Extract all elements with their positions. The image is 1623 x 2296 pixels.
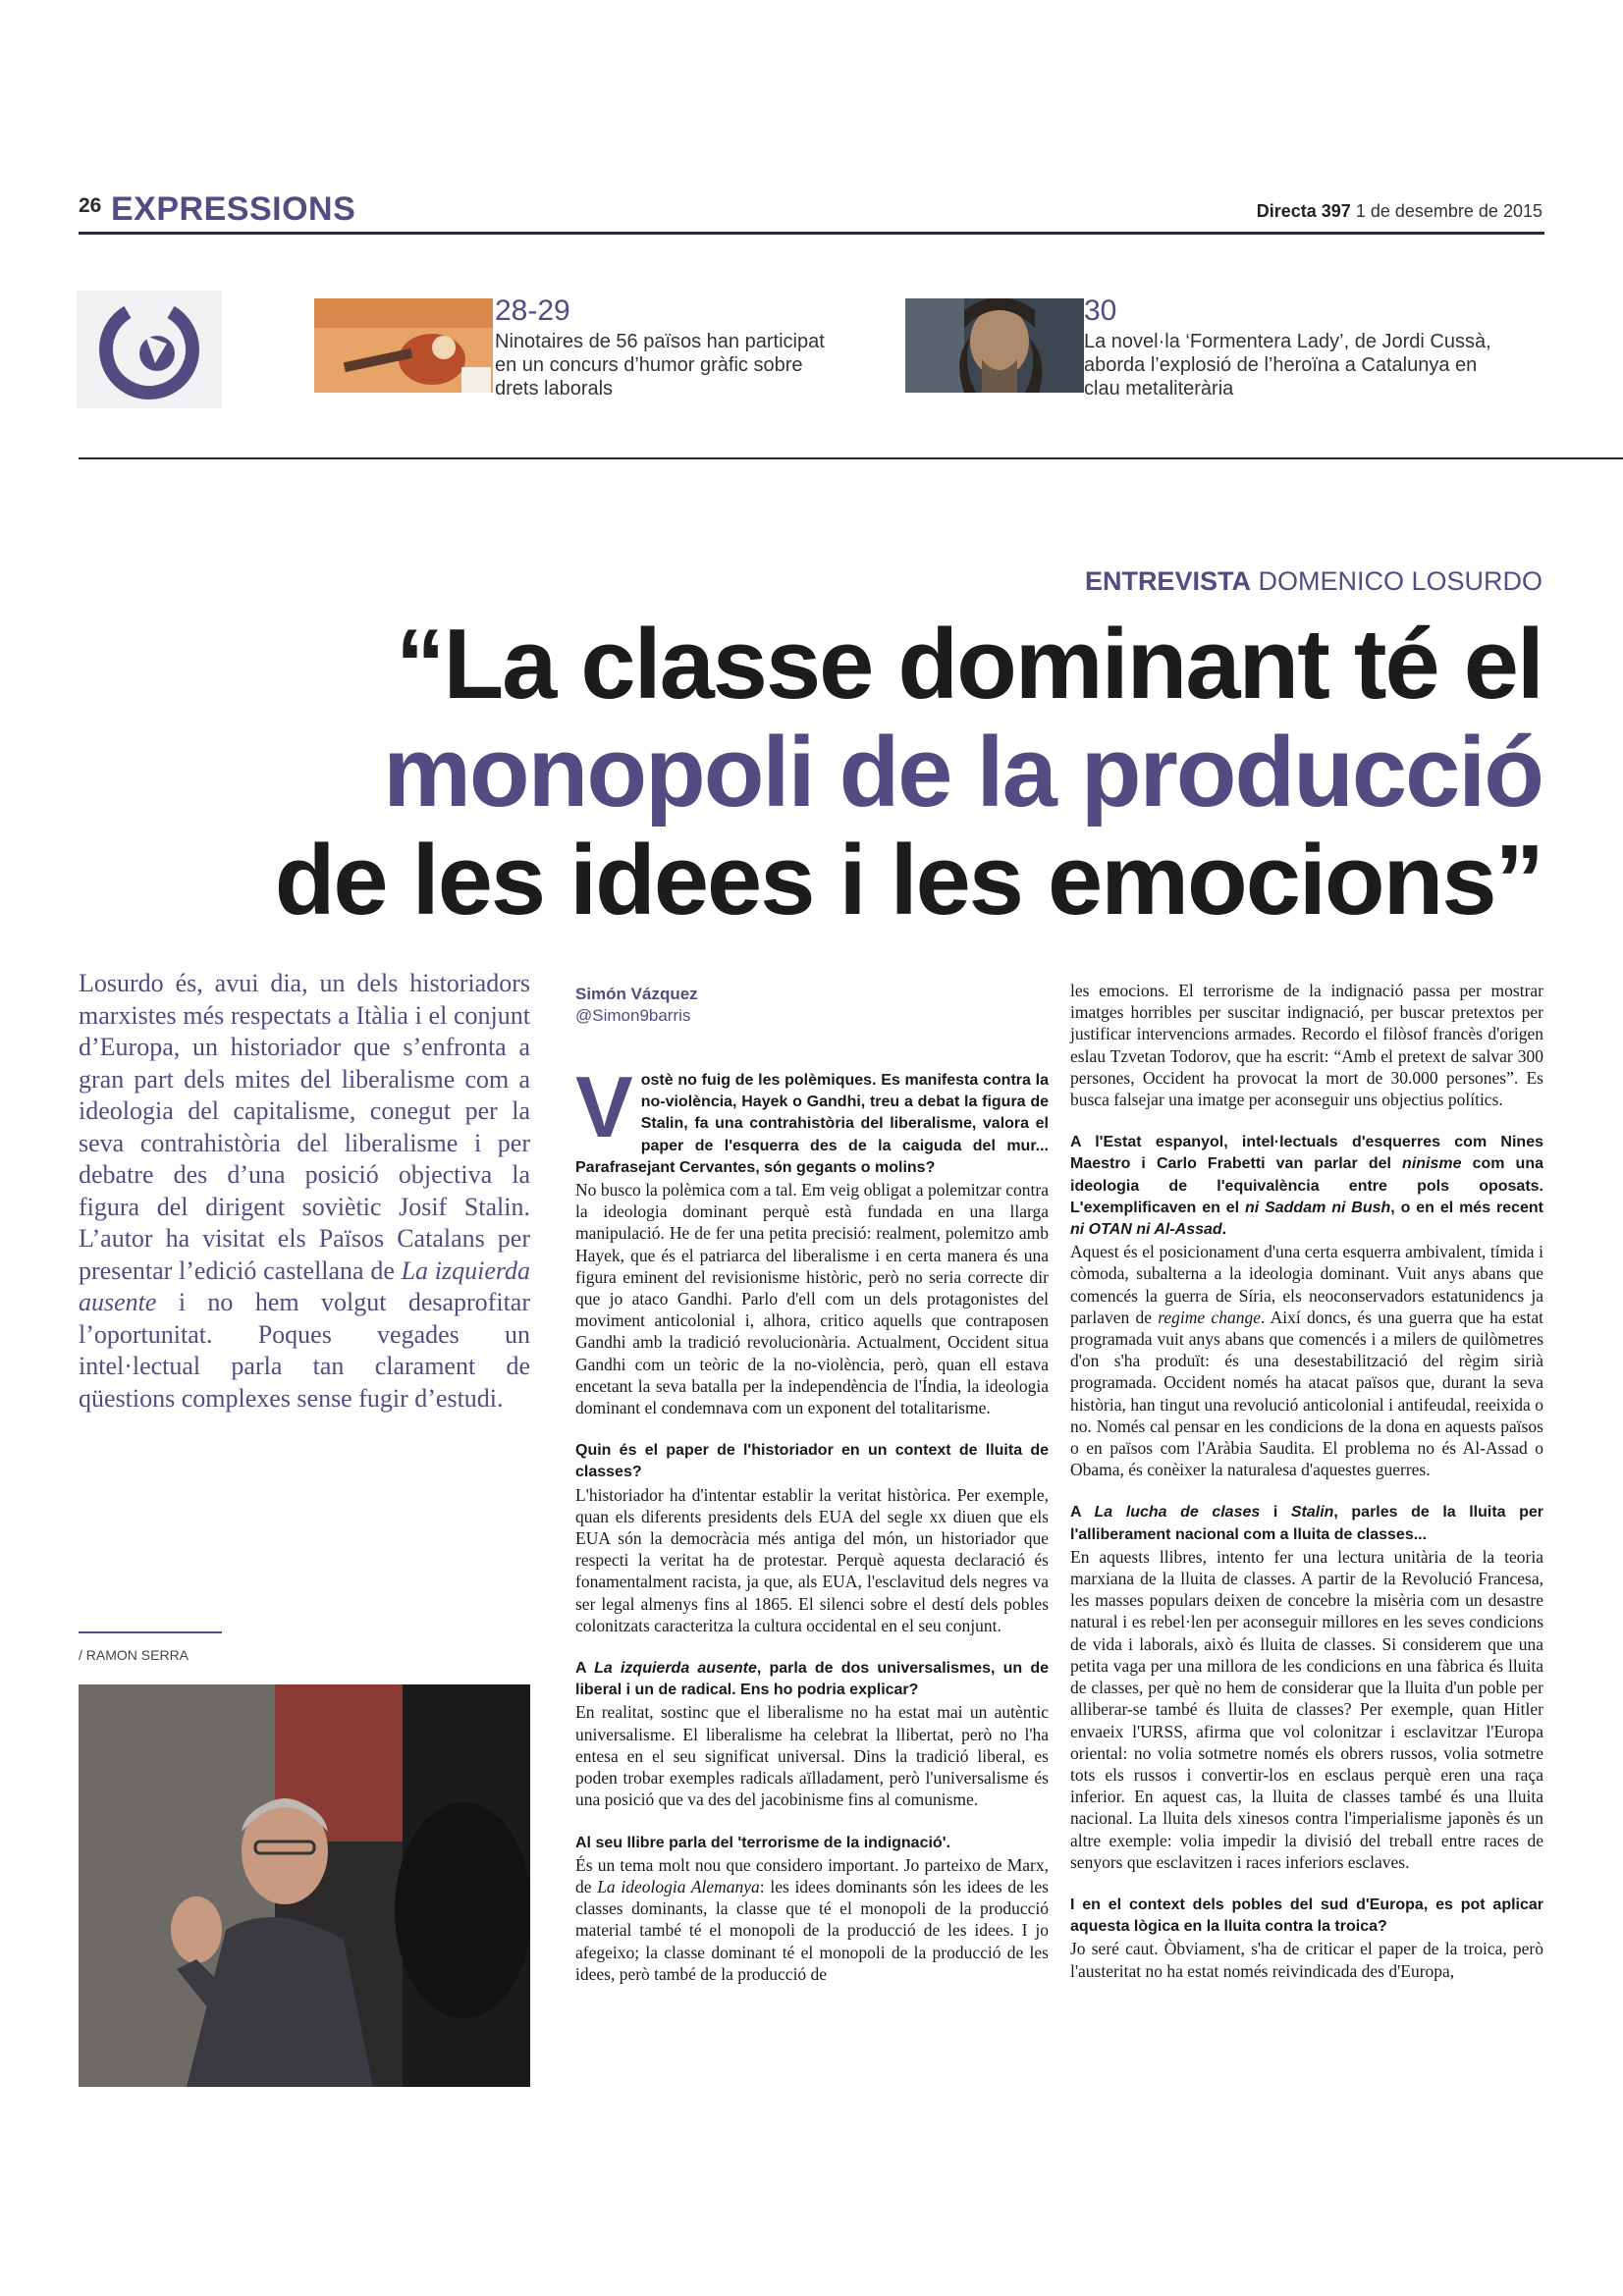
question-5-term-3: ni OTAN ni Al-Assad [1070,1221,1222,1239]
author-thumbnail[interactable] [905,298,1084,393]
article-column-1 [575,1058,1050,1985]
question-2: Quin és el paper de l'historiador en un context de lluita de classes? [575,1442,1049,1481]
answer-5-text-a: Aquest és el posicionament d'una certa esquerra ambivalent, tímida i còmoda, subalterna a la ideologia dominant. Vuit anys abans que comencés la guerra de Síria, els neoconservadors estatunidencs ja parlaven de [1070,1242,1543,1327]
standfirst [79,968,530,1415]
answer-1: No busco la polèmica com a tal. Em veig obligat a polemitzar contra la ideologia dominant perquè està fundada en una llarga manipulació. He de fer una petita precisió: realment, polemitzo amb Hayek, que és el patriarca del liberalisme i en certa manera és una figura eminent del revisionisme històric, però no seria correcte dir que jo ataco Gandhi. Parlo d'ell com un dels protagonistes del moviment anticolonial i, alhora, critico aquells que contraposen Gandhi amb la tradició revolucionària. Actualment, Occident situa Gandhi com un teòric de la no-violència, però, quan ell estava encetant la seva batalla per la independència de l'Índia, la ideologia dominant el condemnava com un exponent del totalitarisme. [575,1180,1049,1418]
question-5 [1070,1132,1543,1241]
photo-credit: / RAMON SERRA [79,1647,189,1663]
author-twitter-handle[interactable]: @Simon9barris [575,1006,691,1025]
teaser-1-text[interactable]: Ninotaires de 56 països han participat en un concurs d’humor gràfic sobre drets laborals [495,331,825,400]
teaser-2-text[interactable]: La novel·la ‘Formentera Lady’, de Jordi Cussà, aborda l’explosió de l’heroïna a Catalunya en clau metaliterària [1084,331,1491,400]
photo-credit-rule [79,1631,222,1633]
answer-7: Jo seré caut. Òbviament, s'ha de criticar el paper de la troica, però l'austeritat no ha estat només reivindicada des d'Europa, [1070,1939,1543,1981]
page-number: 26 [79,194,102,217]
standfirst-book-title: La izquierda ausente [79,1255,531,1316]
answer-5-text-b: . Així doncs, és una guerra que ha estat programada vuit anys abans que comencés i a milers de quilòmetres d'on s'ha produït: és una desestabilització del règim sirià programada. Occident només ha atacat països que, durant la seva història, han tingut una revolució anticolonial i antifeudal, reeixida o no. Només cal pensar en les condicions de la dona en aquests països o en països com l'Aràbia Saudita. El problema no és Al-Assad o Obama, és conèixer la naturalesa d'aquestes guerres. [1070,1307,1544,1480]
cartoon-thumbnail[interactable] [314,298,493,393]
question-4: Al seu llibre parla del 'terrorisme de la indignació'. [575,1834,950,1851]
drop-cap: V [575,1058,633,1155]
answer-4-text-a: És un tema molt nou que considero important. Jo parteixo de Marx, de [575,1854,1049,1896]
question-7: I en el context dels pobles del sud d'Europa, es pot aplicar aquesta lògica en la lluita contra la troica? [1070,1896,1543,1936]
kicker-name: DOMENICO LOSURDO [1258,566,1542,596]
author-portrait-image [905,298,1084,393]
directa-logo-icon [77,291,222,408]
answer-2: L'historiador ha d'intentar establir la veritat històrica. Per exemple, quan els diferents presidents dels EUA del segle xx diuen que els EUA són la democràcia més antiga del món, un historiador que respecti la veritat ha de protestar. Perquè aquesta declaració és fonamentalment racista, ja que, als EUA, l'esclavitud dels negres va ser legal almenys fins al 1865. El silenci sobre el destí dels pobles colonitzats caracteritza la cultura occidental en el seu conjunt. [575,1484,1049,1635]
teaser-2-pages: 30 [1084,294,1117,327]
question-5-text-a: A l'Estat espanyol, intel·lectuals d'esquerres com Nines Maestro i Carlo Frabetti van parlar del [1070,1134,1543,1173]
question-5-term-1: ninisme [1402,1155,1462,1173]
article-kicker [1085,566,1542,597]
answer-5 [1070,1241,1543,1480]
cartoon-image [314,298,493,393]
answer-4-continued: les emocions. El terrorisme de la indignació passa per mostrar imatges horribles per suscitar indignació, per buscar pretextos per justificar intervencions armades. Recordo el filòsof francès d'origen eslau Tzvetan Todorov, que ha escrit: “Amb el pretext de salvar 300 persones, Occident ha provocat la mort de 30.000 persones”. Es busca falsejar una imatge per aconseguir uns objectius polítics. [1070,981,1543,1110]
question-3-book-title: La izquierda ausente [594,1660,757,1678]
question-5-term-2: ni Saddam ni Bush [1244,1199,1391,1216]
answer-4 [575,1854,1049,1985]
kicker-label: ENTREVISTA [1084,566,1251,596]
standfirst-text-b: i no hem volgut desaprofitar l’oportunitat. Poques vegades un intel·lectual parla tan clarament de qüestions complexes sense fugir d’estudi. [79,1288,530,1413]
interview-photo [79,1684,530,2087]
standfirst-text-a: Losurdo és, avui dia, un dels historiadors marxistes més respectats a Itàlia i el conjunt d’Europa, un historiador que s’enfronta a gran part dels mites del liberalisme com a ideologia del capitalisme, conegut per la seva contrahistòria del liberalisme i per debatre des d’una posició objectiva la figura del dirigent soviètic Josif Stalin. L’autor ha visitat els Països Catalans per presentar l’edició castellana de [79,969,530,1285]
question-5-text-c: , o en el més recent [1390,1199,1543,1216]
question-5-text-b: com una ideologia de l'equivalència entre pols oposats. L'exemplificaven en el [1070,1155,1544,1216]
section-title: EXPRESSIONS [111,190,356,228]
top-rule [79,232,1544,235]
answer-5-term: regime change [1158,1307,1261,1327]
interview-photo-image [79,1684,530,2087]
question-6-text-c: , parles de la lluita per l'alliberament nacional com a lluita de classes... [1070,1504,1544,1543]
question-6-book-title-2: Stalin [1290,1504,1334,1522]
answer-3: En realitat, sostinc que el liberalisme no ha estat mai un autèntic universalisme. El liberalisme ha celebrat la llibertat, però no l'ha entesa en el seu significat universal. Dins la tradició liberal, es poden trobar exemples radicals aïlladament, però l'universalisme és una posició que va des del jacobinisme fins al comunisme. [575,1702,1049,1810]
publication-name: Directa 397 [1256,201,1351,221]
question-3-text-a: A [575,1660,595,1678]
answer-4-book-title: La ideologia Alemanya [597,1876,760,1896]
question-6-text-b: i [1260,1504,1291,1522]
teaser-rule [79,457,1623,459]
headline-line-2: monopoli de la producció [383,718,1542,828]
question-6-book-title-1: La lucha de clases [1094,1504,1261,1522]
question-1: ostè no fuig de les polèmiques. Es manifesta contra la no-violència, Hayek o Gandhi, treu a debat la figura de Stalin, fa una contrahistòria del liberalisme, valora el paper de l'esquerra des de la caiguda del mur... Parafrasejant Cervantes, són gegants o molins? [575,1072,1049,1176]
answer-6: En aquests llibres, intento fer una lectura unitària de la teoria marxiana de la lluita de classes. A partir de la Revolució Francesa, les masses populars deixen de concebre la misèria com un desastre natural i es rebel·len per aconseguir millores en les seves condicions de vida i laborals, això és lluita de classes. Si considerem que una petita vaga per una millora de les condicions en una fàbrica és lluita de classes, per què no hem de considerar que la lluita d'un poble per alliberar-se també és lluita de classes? Per exemple, quan Hitler envaeix l'URSS, afirma que vol colonitzar i esclavitzar l'Europa oriental: no volia sotmetre només els obrers russos, volia sotmetre tots els russos i convertir-los en esclaus perquè eren una raça inferior. En aquest cas, la lluita de classes també és una lluita nacional. La lluita dels xinesos contra l'imperialisme japonès és un altre exemple: volia impedir la divisió del treball entre races de senyors que esclavitzen i races inferiors esclaves. [1070,1546,1543,1872]
question-3 [575,1658,1049,1701]
question-5-text-d: . [1221,1221,1227,1239]
headline-line-1: “La classe dominant té el [395,610,1542,720]
issue-date: 1 de desembre de 2015 [1355,201,1542,221]
teaser-1-pages: 28-29 [495,294,570,327]
masthead [1257,201,1542,222]
question-3-text-b: , parla de dos universalismes, un de liberal i un de radical. Ens ho podria explicar? [575,1660,1050,1699]
question-6-text-a: A [1070,1504,1095,1522]
author-name: Simón Vázquez [575,985,698,1003]
article-column-2 [1070,980,1543,1982]
question-6 [1070,1502,1543,1545]
answer-4-text-b: : les idees dominants són les idees de les classes dominants, la classe que té el monopoli de la producció material també té el monopoli de la producció de les idees. I jo afegeixo; la classe dominant té el monopoli de la producció de les idees, però també de la producció de [575,1876,1049,1984]
headline-line-3: de les idees i les emocions” [274,826,1542,935]
